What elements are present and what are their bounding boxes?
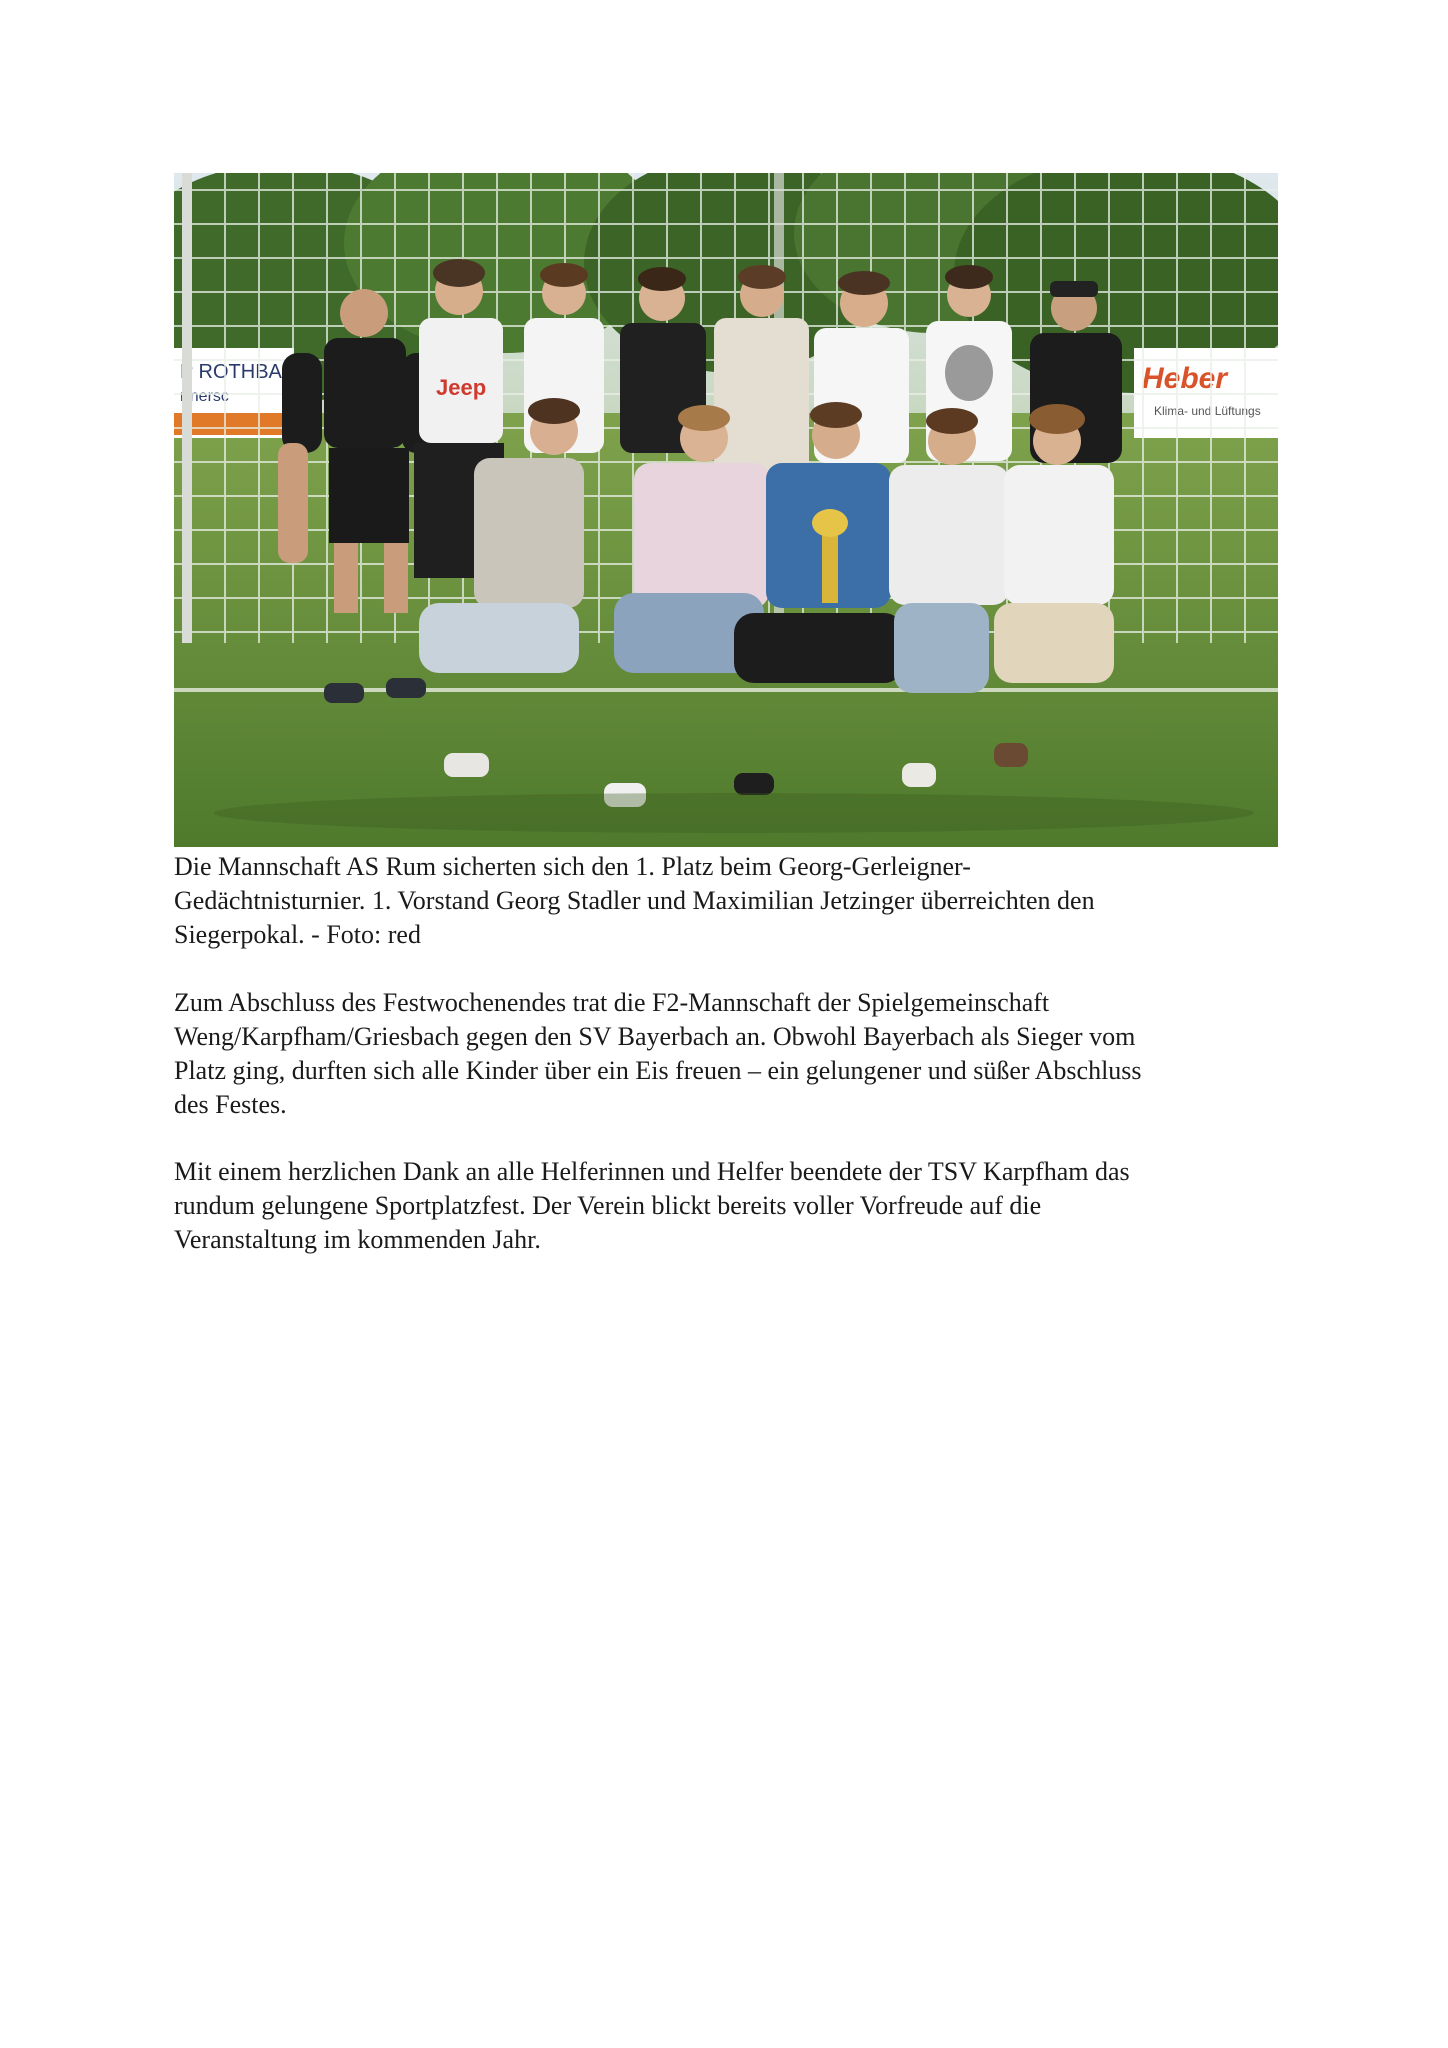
paragraph-line: Veranstaltung im kommenden Jahr.	[174, 1225, 541, 1254]
team-photo-illustration	[174, 173, 1278, 847]
paragraph-thanks	[174, 1155, 1278, 1257]
paragraph-closing-match	[174, 986, 1278, 1122]
paragraph-line: des Festes.	[174, 1090, 287, 1119]
team-photo	[174, 173, 1278, 847]
paragraph-line: Zum Abschluss des Festwochenendes trat die F2-Mannschaft der Spielgemeinschaft	[174, 988, 1050, 1017]
jersey-sponsor: Jeep	[436, 375, 487, 400]
photo-caption	[174, 850, 1278, 952]
paragraph-line: Mit einem herzlichen Dank an alle Helferinnen und Helfer beendete der TSV Karpfham das	[174, 1157, 1130, 1186]
caption-line: Siegerpokal. - Foto: red	[174, 920, 421, 949]
caption-line: Die Mannschaft AS Rum sicherten sich den 1. Platz beim Georg-Gerleigner-	[174, 852, 971, 881]
paragraph-line: rundum gelungene Sportplatzfest. Der Verein blickt bereits voller Vorfreude auf die	[174, 1191, 1042, 1220]
caption-line: Gedächtnisturnier. 1. Vorstand Georg Stadler und Maximilian Jetzinger überreichten den	[174, 886, 1095, 915]
paragraph-line: Weng/Karpfham/Griesbach gegen den SV Bayerbach an. Obwohl Bayerbach als Sieger vom	[174, 1022, 1136, 1051]
paragraph-line: Platz ging, durften sich alle Kinder über ein Eis freuen – ein gelungener und süßer Abschluss	[174, 1056, 1142, 1085]
